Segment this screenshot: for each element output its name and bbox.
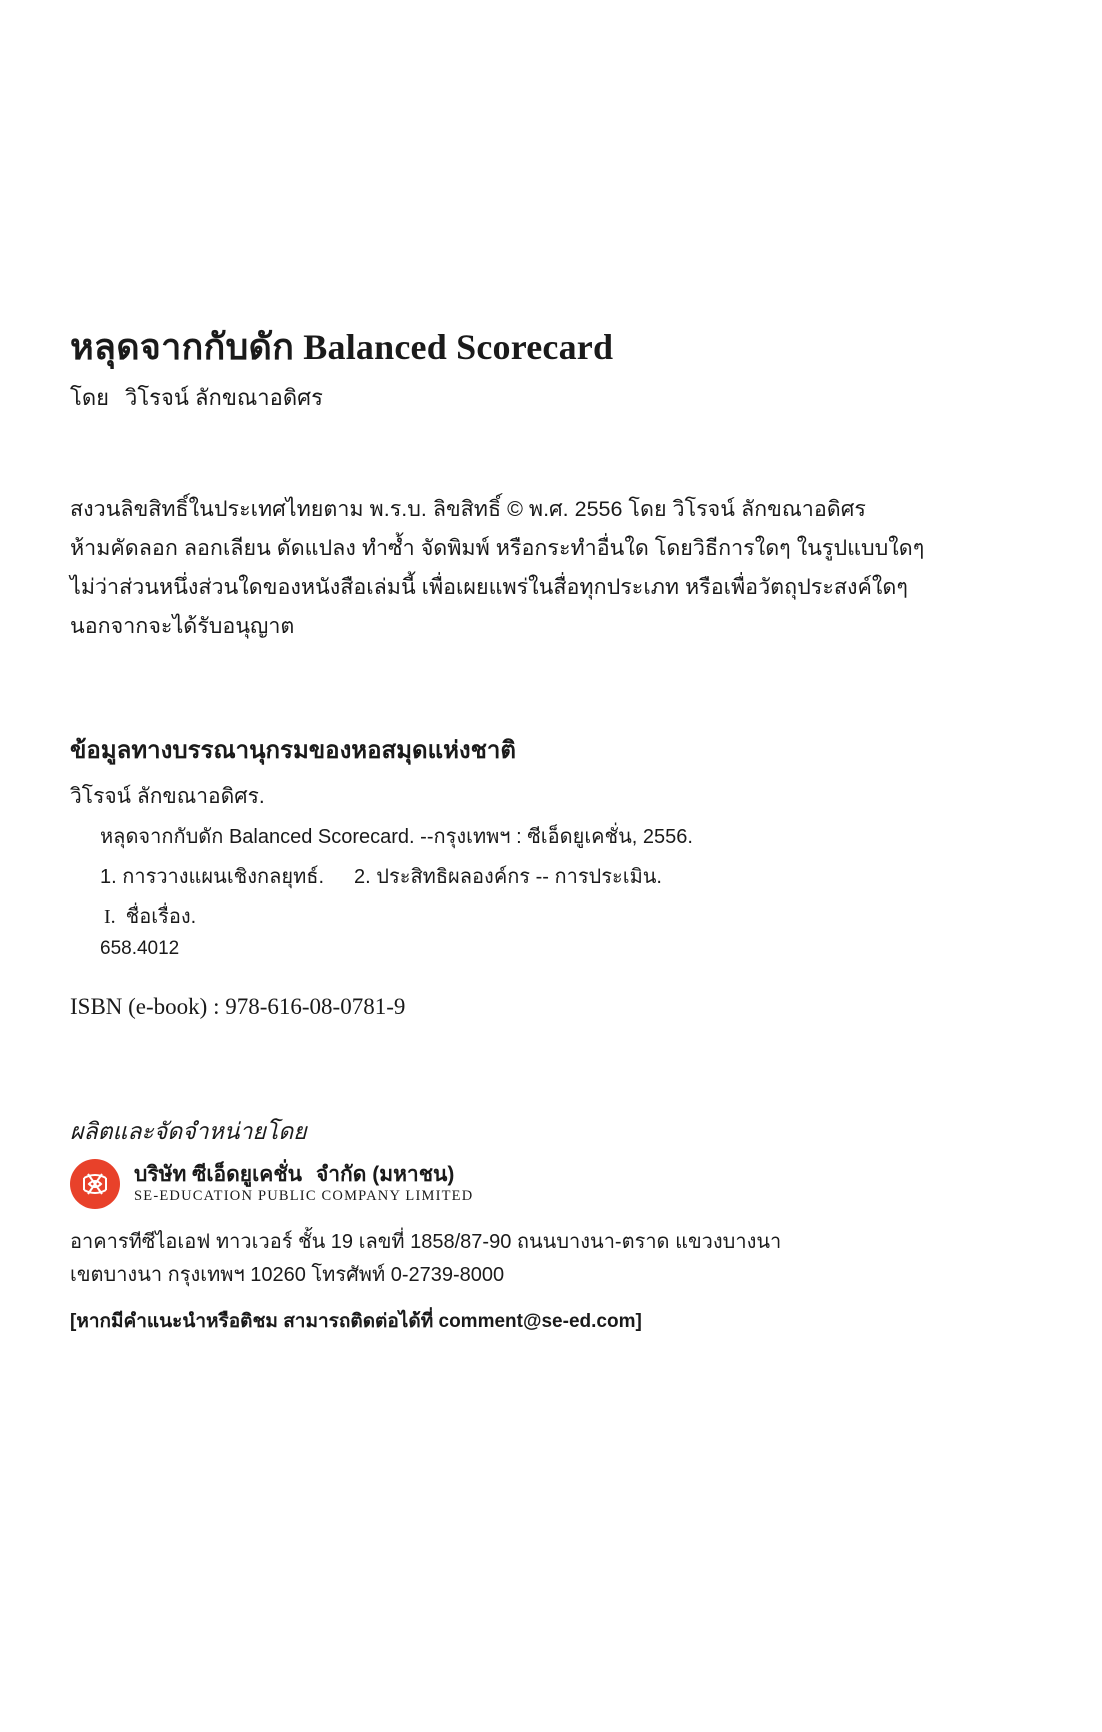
- cip-roman-numeral: I.: [104, 906, 116, 928]
- contact-line: [หากมีคำแนะนำหรือติชม สามารถติดต่อได้ที่ comment@se-ed.com]: [70, 1311, 642, 1332]
- copyright-notice: [70, 490, 1050, 646]
- isbn: ISBN (e-book) : 978-616-08-0781-9: [70, 994, 406, 1019]
- address-line-2: เขตบางนา กรุงเทพฯ 10260 โทรศัพท์ 0-2739-8000: [70, 1264, 505, 1286]
- author-name: วิโรจน์ ลักขณาอดิศร: [125, 385, 323, 410]
- address-line-1: อาคารทีซีไอเอฟ ทาวเวอร์ ชั้น 19 เลขที่ 1858/87-90 ถนนบางนา-ตราด แขวงบางนา: [70, 1231, 782, 1253]
- cip-class-number: 658.4012: [100, 938, 180, 959]
- author-line: [70, 380, 323, 415]
- se-ed-logo-mark-icon: [80, 1169, 110, 1199]
- cip-title-added-entry: [104, 900, 196, 932]
- cip-subject-1: 1. การวางแผนเชิงกลยุทธ์.: [100, 866, 325, 888]
- cip-heading: ข้อมูลทางบรรณานุกรมของหอสมุดแห่งชาติ: [70, 737, 516, 764]
- publisher-name-block: [134, 1163, 473, 1205]
- publisher-name-thai: [134, 1163, 473, 1187]
- cip-author-entry: วิโรจน์ ลักขณาอดิศร.: [70, 785, 265, 808]
- publisher-name-thai-suffix: จำกัด (มหาชน): [315, 1163, 455, 1186]
- copyright-line-1: สงวนลิขสิทธิ์ในประเทศไทยตาม พ.ร.บ. ลิขสิทธิ์ © พ.ศ. 2556 โดย วิโรจน์ ลักขณาอดิศร: [70, 497, 866, 521]
- publisher-address: [70, 1226, 781, 1292]
- copyright-line-2: ห้ามคัดลอก ลอกเลียน ดัดแปลง ทำซ้ำ จัดพิมพ์ หรือกระทำอื่นใด โดยวิธีการใดๆ ในรูปแบบใดๆ: [70, 536, 925, 560]
- publisher-name-english: SE-EDUCATION PUBLIC COMPANY LIMITED: [134, 1188, 474, 1204]
- copyright-line-4: นอกจากจะได้รับอนุญาต: [70, 614, 295, 638]
- cip-title-added: ชื่อเรื่อง.: [125, 906, 197, 928]
- cip-subjects: [100, 860, 662, 892]
- se-ed-logo-icon: [70, 1159, 120, 1209]
- publisher-logo: [70, 1158, 473, 1210]
- cip-title-entry: หลุดจากกับดัก Balanced Scorecard. --กรุงเทพฯ : ซีเอ็ดยูเคชั่น, 2556.: [100, 826, 693, 848]
- copyright-line-3: ไม่ว่าส่วนหนึ่งส่วนใดของหนังสือเล่มนี้ เพื่อเผยแพร่ในสื่อทุกประเภท หรือเพื่อวัตถุประสงค์ใดๆ: [70, 575, 908, 599]
- book-title: หลุดจากกับดัก Balanced Scorecard: [70, 327, 614, 367]
- publisher-name-thai-main: บริษัท ซีเอ็ดยูเคชั่น: [134, 1163, 302, 1186]
- publisher-heading: ผลิตและจัดจำหน่ายโดย: [70, 1118, 307, 1144]
- cip-subject-2: 2. ประสิทธิผลองค์กร -- การประเมิน.: [354, 866, 662, 888]
- by-label: โดย: [70, 385, 109, 410]
